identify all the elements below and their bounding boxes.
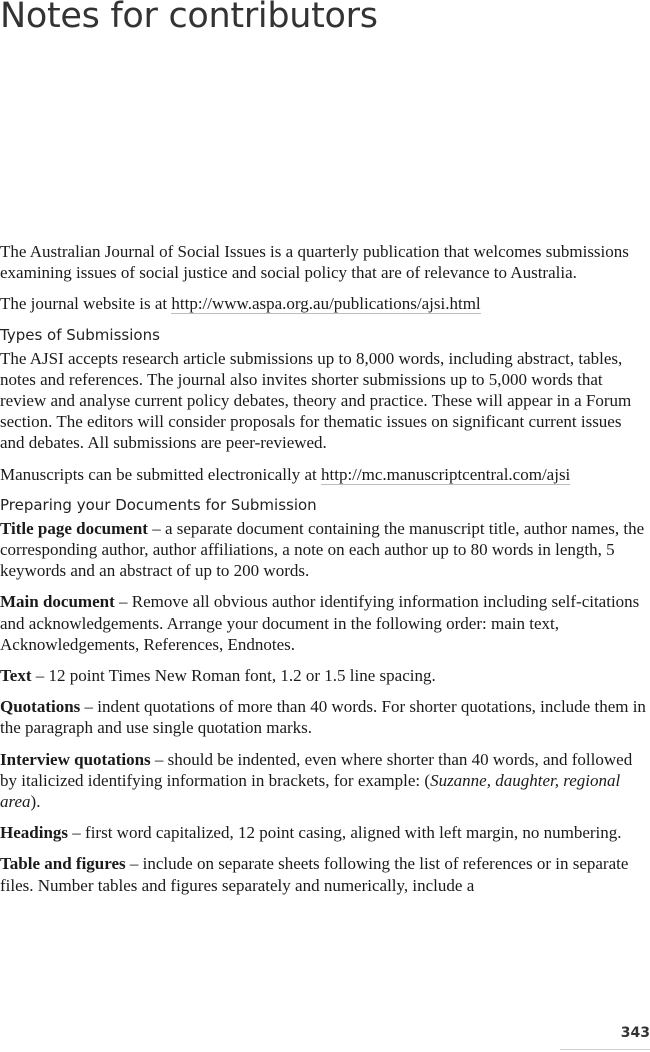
page-number: 343 — [620, 1025, 650, 1041]
guideline-text: – Remove all obvious author identifying information including self-citations and acknowledgements. Arrange your document in the following order: main text, Acknowledgements, References, Endnotes. — [0, 592, 640, 654]
article-body — [0, 241, 650, 906]
guideline-text: – 12 point Times New Roman font, 1.2 or 1.5 line spacing. — [31, 666, 436, 686]
guideline-item — [0, 822, 650, 843]
guideline-text: – include on separate sheets following the list of references or in separate files. Number tables and figures separately and numerically, include a — [0, 854, 629, 895]
guideline-term: Table and figures — [0, 854, 126, 874]
guideline-term: Headings — [0, 823, 69, 843]
preparing-heading: Preparing your Documents for Submission — [0, 495, 317, 514]
guideline-term: Main document — [0, 592, 115, 612]
guideline-suffix: ). — [30, 792, 41, 812]
website-prefix: The journal website is at — [0, 294, 172, 314]
intro-paragraph: The Australian Journal of Social Issues is a quarterly publication that welcomes submissions examining issues of social justice and social policy that are of relevance to Australia. — [0, 242, 629, 283]
manuscript-central-link[interactable]: http://mc.manuscriptcentral.com/ajsi — [321, 464, 571, 484]
guideline-text: – a separate document containing the manuscript title, author names, the corresponding author, author affiliations, a note on each author up to 80 words in length, 5 keywords and an abstract of up to 200 words. — [0, 518, 645, 581]
submit-prefix: Manuscripts can be submitted electronically at — [0, 464, 322, 484]
page-title: Notes for contributors — [0, 0, 378, 36]
website-line — [0, 293, 650, 314]
guideline-text: – first word capitalized, 12 point casing, aligned with left margin, no numbering. — [68, 823, 622, 843]
guideline-text: – indent quotations of more than 40 words. For shorter quotations, include them in the paragraph and use single quotation marks. — [0, 697, 646, 738]
page-number-rule — [560, 1049, 650, 1050]
guideline-item — [0, 591, 650, 655]
guideline-item — [0, 518, 650, 582]
guideline-term: Text — [0, 666, 32, 686]
guideline-item — [0, 665, 650, 686]
guideline-item — [0, 749, 650, 813]
guideline-term: Interview quotations — [0, 749, 151, 769]
types-heading: Types of Submissions — [0, 325, 160, 344]
types-paragraph: The AJSI accepts research article submissions up to 8,000 words, including abstract, tables, notes and references. The journal also invites shorter submissions up to 5,000 words that review and analyse current policy debates, theory and practice. These will appear in a Forum section. The editors will consider proposals for thematic issues on significant current issues and debates. All submissions are peer-reviewed. — [0, 348, 632, 453]
guideline-item — [0, 696, 650, 738]
guideline-text: – should be indented, even where shorter than 40 words, and followed by italicized identifying information in brackets, for example: ( — [0, 749, 633, 790]
guideline-item — [0, 853, 650, 895]
website-link[interactable]: http://www.aspa.org.au/publications/ajsi.html — [171, 294, 481, 314]
guideline-example: Suzanne, daughter, regional area — [0, 770, 621, 812]
guideline-term: Title page document — [0, 518, 148, 538]
submit-line — [0, 464, 650, 485]
guideline-term: Quotations — [0, 697, 81, 717]
